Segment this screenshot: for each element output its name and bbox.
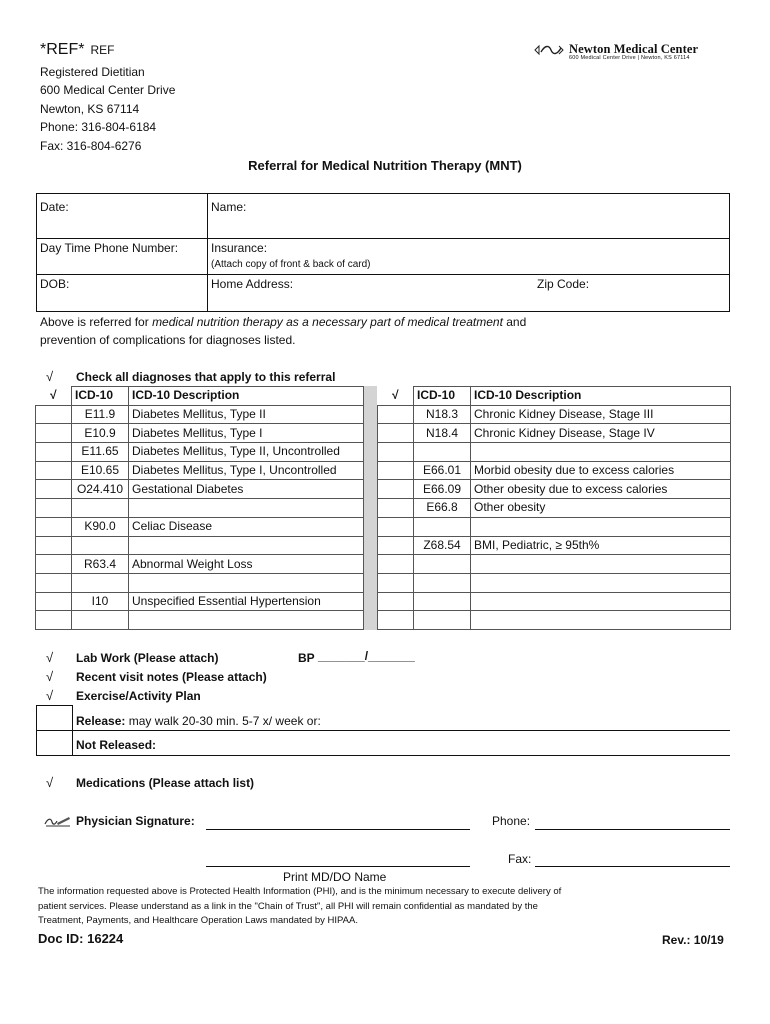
physician-phone-label: Phone: [492,814,531,828]
icd-description: Other obesity due to excess calories [471,480,731,499]
revision: Rev.: 10/19 [662,933,724,947]
print-name-label: Print MD/DO Name [283,870,387,884]
check-mark: √ [46,650,54,665]
diagnosis-row [378,592,731,611]
icd-description: Chronic Kidney Disease, Stage III [471,405,731,424]
diagnosis-row [36,611,364,630]
diagnosis-checkbox[interactable] [378,443,414,462]
icd-description: Unspecified Essential Hypertension [129,592,364,611]
icd-description-header: ICD-10 Description [129,387,364,406]
diagnosis-checkbox[interactable] [36,536,72,555]
icd-code: N18.3 [414,405,471,424]
diagnosis-row [378,480,731,499]
diagnoses-instruction: Check all diagnoses that apply to this referral [76,370,336,384]
icd-description [471,611,731,630]
icd-description: Diabetes Mellitus, Type II [129,405,364,424]
caduceus-icon [533,43,565,57]
diagnosis-checkbox[interactable] [378,555,414,574]
icd-code: R63.4 [72,555,129,574]
diagnosis-row [378,517,731,536]
diagnosis-row [36,573,364,592]
diagnosis-checkbox[interactable] [378,461,414,480]
diagnosis-checkbox[interactable] [378,573,414,592]
diagnosis-checkbox[interactable] [378,424,414,443]
diagnosis-row [36,517,364,536]
diagnosis-checkbox[interactable] [36,573,72,592]
release-text: may walk 20-30 min. 5-7 x/ week or: [125,714,321,728]
medications-item[interactable]: Medications (Please attach list) [76,776,255,790]
diagnosis-checkbox[interactable] [378,517,414,536]
diagnosis-row [36,461,364,480]
check-mark: √ [49,388,57,403]
diagnosis-checkbox[interactable] [378,536,414,555]
exercise-plan-item[interactable]: Exercise/Activity Plan [76,689,201,703]
diagnosis-row [36,480,364,499]
diagnosis-row [378,405,731,424]
visit-notes-item[interactable]: Recent visit notes (Please attach) [76,670,267,684]
icd-code: K90.0 [72,517,129,536]
street-address: 600 Medical Center Drive [40,83,176,97]
logo-address: 600 Medical Center Drive | Newton, KS 67114 [569,55,690,61]
phi-notice-line1: The information requested above is Protected Health Information (PHI), and is the minimum necessary to execute delivery of [38,886,562,897]
icd-code: E11.65 [72,443,129,462]
icd-code: E66.01 [414,461,471,480]
icd-description [471,555,731,574]
check-mark: √ [46,688,54,703]
left-diagnosis-table [35,386,364,630]
diagnosis-checkbox[interactable] [378,499,414,518]
insurance-field[interactable]: Insurance: [211,241,268,255]
physician-signature-label: Physician Signature: [76,814,195,828]
icd-description: Morbid obesity due to excess calories [471,461,731,480]
icd-code-header: ICD-10 [414,387,471,406]
icd-description [471,573,731,592]
diagnosis-checkbox[interactable] [36,611,72,630]
icd-description: Diabetes Mellitus, Type I, Uncontrolled [129,461,364,480]
office-phone: Phone: 316-804-6184 [40,120,157,134]
diagnosis-row [36,499,364,518]
hospital-logo [533,42,733,62]
lab-work-item[interactable]: Lab Work (Please attach) [76,651,219,665]
table-divider [363,386,377,630]
icd-code: E66.09 [414,480,471,499]
diagnosis-row [378,424,731,443]
table-header-row [378,387,731,406]
diagnosis-row [378,555,731,574]
diagnosis-row [378,461,731,480]
icd-description: Chronic Kidney Disease, Stage IV [471,424,731,443]
icd-description [129,499,364,518]
diagnosis-row [36,424,364,443]
icd-code: E66.8 [414,499,471,518]
diagnosis-checkbox[interactable] [36,592,72,611]
dept-name: Registered Dietitian [40,65,145,79]
diagnosis-row [378,536,731,555]
icd-description [471,517,731,536]
ref-code [40,41,114,59]
insurance-note: (Attach copy of front & back of card) [211,259,371,270]
statement-line2: prevention of complications for diagnoses listed. [40,333,296,347]
diagnosis-checkbox[interactable] [36,424,72,443]
icd-description [471,592,731,611]
referral-statement [40,315,526,329]
diagnosis-row [378,443,731,462]
diagnosis-checkbox[interactable] [378,592,414,611]
dob-field[interactable]: DOB: [40,277,70,291]
diagnosis-row [378,499,731,518]
icd-code: Z68.54 [414,536,471,555]
not-released-option[interactable]: Not Released: [76,738,157,752]
diagnosis-row [36,405,364,424]
icd-code [414,611,471,630]
icd-code [414,592,471,611]
icd-code [72,573,129,592]
icd-code: E11.9 [72,405,129,424]
home-address-field[interactable]: Home Address: [211,277,294,291]
icd-description: Diabetes Mellitus, Type II, Uncontrolled [129,443,364,462]
icd-code [72,611,129,630]
bp-label: BP [298,651,315,665]
diagnosis-row [36,592,364,611]
icd-description [129,536,364,555]
icd-code: O24.410 [72,480,129,499]
diagnosis-row [36,555,364,574]
diagnosis-checkbox[interactable] [36,499,72,518]
bp-field[interactable]: _______/_______ [318,649,415,663]
icd-description: Diabetes Mellitus, Type I [129,424,364,443]
office-fax: Fax: 316-804-6276 [40,139,142,153]
icd-code [72,499,129,518]
release-label: Release: [76,714,126,728]
icd-code: N18.4 [414,424,471,443]
icd-description-header: ICD-10 Description [471,387,731,406]
icd-code [414,517,471,536]
icd-description: BMI, Pediatric, ≥ 95th% [471,536,731,555]
diagnosis-checkbox[interactable] [36,480,72,499]
right-diagnosis-table [377,386,731,630]
pen-signature-icon [43,813,71,827]
check-mark: √ [46,669,54,684]
diagnosis-checkbox[interactable] [36,555,72,574]
release-option[interactable] [76,714,321,728]
diagnosis-checkbox[interactable] [378,611,414,630]
physician-signature-line[interactable] [206,829,470,830]
icd-code [414,573,471,592]
icd-code [72,536,129,555]
diagnosis-row [378,573,731,592]
diagnosis-checkbox[interactable] [36,517,72,536]
statement-italic: medical nutrition therapy as a necessary part of medical treatment [152,315,503,329]
diagnosis-checkbox[interactable] [36,405,72,424]
diagnosis-checkbox[interactable] [378,480,414,499]
icd-code-header: ICD-10 [72,387,129,406]
check-mark: √ [391,388,399,403]
day-phone-field[interactable]: Day Time Phone Number: [40,241,179,255]
print-name-line[interactable] [206,866,470,867]
icd-code: E10.65 [72,461,129,480]
icd-description: Celiac Disease [129,517,364,536]
statement-part1: Above is referred for [40,315,153,329]
check-mark: √ [46,369,54,384]
icd-description: Gestational Diabetes [129,480,364,499]
diagnosis-checkbox[interactable] [378,405,414,424]
icd-description: Other obesity [471,499,731,518]
check-mark: √ [46,775,54,790]
physician-fax-line[interactable] [535,866,730,867]
ref-code-text: *REF* [40,41,85,58]
statement-part2: and [502,315,527,329]
icd-code: I10 [72,592,129,611]
ref-label: REF [90,43,115,57]
diagnosis-checkbox[interactable] [36,443,72,462]
icd-code [414,555,471,574]
icd-description [129,611,364,630]
icd-description: Abnormal Weight Loss [129,555,364,574]
zip-code-field[interactable]: Zip Code: [537,277,590,291]
table-header-row [36,387,364,406]
name-field[interactable]: Name: [211,200,247,214]
physician-phone-line[interactable] [535,829,730,830]
city-state: Newton, KS 67114 [40,102,140,116]
diagnosis-row [36,443,364,462]
diagnosis-row [36,536,364,555]
logo-name: Newton Medical Center [569,42,699,56]
phi-notice-line2: patient services. Please understand as a link in the "Chain of Trust", all PHI will remain confidential as mandated by the [38,901,538,912]
form-title: Referral for Medical Nutrition Therapy (MNT) [248,158,522,173]
icd-description [471,443,731,462]
diagnosis-row [378,611,731,630]
icd-code: E10.9 [72,424,129,443]
doc-id: Doc ID: 16224 [38,931,124,946]
icd-description [129,573,364,592]
physician-fax-label: Fax: [508,852,532,866]
phi-notice-line3: Treatment, Payments, and Healthcare Operation Laws mandated by HIPAA. [38,915,358,926]
icd-code [414,443,471,462]
date-field[interactable]: Date: [40,200,69,214]
diagnosis-checkbox[interactable] [36,461,72,480]
